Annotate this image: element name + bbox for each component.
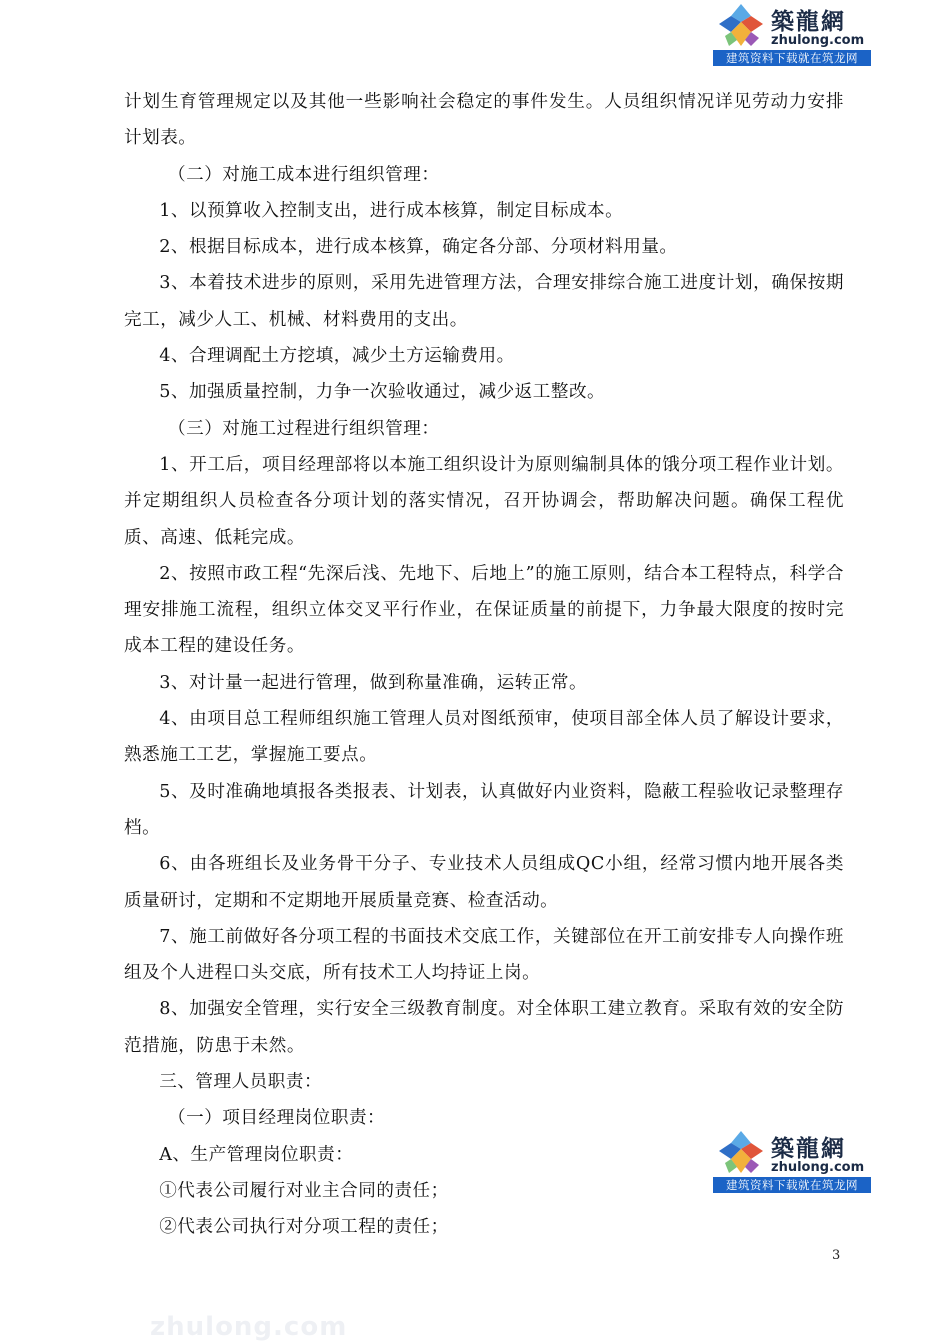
logo-banner: 建筑资料下载就在筑龙网	[713, 50, 871, 66]
paragraph: 2、按照市政工程“先深后浅、先地下、后地上”的施工原则，结合本工程特点，科学合理安排施工流程，组织立体交叉平行作业，在保证质量的前提下，力争最大限度的按时完成本工程的建设任务。	[124, 563, 844, 657]
paragraph: 6、由各班组长及业务骨干分子、专业技术人员组成QC小组，经常习惯内地开展各类质量研讨，定期和不定期地开展质量竞赛、检查活动。	[124, 854, 844, 911]
section-heading: （三）对施工过程进行组织管理：	[168, 418, 440, 439]
list-item: ①代表公司履行对业主合同的责任；	[159, 1180, 449, 1201]
logo-chinese-name: 築龍網	[771, 1135, 846, 1162]
subsection-heading: A、生产管理岗位职责：	[159, 1144, 354, 1165]
page-number: 3	[832, 1248, 841, 1263]
logo-box	[713, 0, 871, 66]
paragraph: 8、加强安全管理，实行安全三级教育制度。对全体职工建立教育。采取有效的安全防范措施，防患于未然。	[124, 999, 844, 1056]
paragraph: 1、开工后，项目经理部将以本施工组织设计为原则编制具体的饿分项工程作业计划。并定期组织人员检查各分项计划的落实情况，召开协调会，帮助解决问题。确保工程优质、高速、低耗完成。	[124, 454, 844, 548]
paragraph: 1、以预算收入控制支出，进行成本核算，制定目标成本。	[159, 200, 624, 221]
section-heading: （一）项目经理岗位职责：	[168, 1108, 386, 1129]
paragraph: 4、合理调配土方挖填，减少土方运输费用。	[159, 346, 515, 367]
logo-domain: zhulong.com	[771, 33, 865, 48]
chapter-heading: 三、管理人员职责：	[159, 1072, 323, 1093]
watermark: zhulong.com	[150, 1312, 348, 1342]
paragraph: 3、对计量一起进行管理，做到称量准确，运转正常。	[159, 672, 588, 693]
section-heading: （二）对施工成本进行组织管理：	[168, 164, 440, 185]
logo-domain: zhulong.com	[771, 1160, 865, 1175]
list-item: ②代表公司执行对分项工程的责任；	[159, 1217, 449, 1238]
paragraph: 4、由项目总工程师组织施工管理人员对图纸预审，使项目部全体人员了解设计要求，熟悉施工工艺，掌握施工要点。	[124, 709, 844, 766]
paragraph: 3、本着技术进步的原则，采用先进管理方法，合理安排综合施工进度计划，确保按期完工，减少人工、机械、材料费用的支出。	[124, 273, 844, 330]
logo-banner: 建筑资料下载就在筑龙网	[713, 1177, 871, 1193]
paragraph: 5、加强质量控制，力争一次验收通过，减少返工整改。	[159, 382, 606, 403]
document-body	[124, 84, 844, 1246]
paragraph: 5、及时准确地填报各类报表、计划表，认真做好内业资料，隐蔽工程验收记录整理存档。	[124, 781, 844, 838]
zhulong-logo-top	[713, 0, 871, 66]
paragraph: 计划生育管理规定以及其他一些影响社会稳定的事件发生。人员组织情况详见劳动力安排计划表。	[124, 92, 844, 149]
paragraph: 7、施工前做好各分项工程的书面技术交底工作，关键部位在开工前安排专人向操作班组及个人进程口头交底，所有技术工人均持证上岗。	[124, 926, 844, 984]
logo-diamond-icon	[715, 2, 767, 50]
paragraph: 2、根据目标成本，进行成本核算，确定各分部、分项材料用量。	[159, 237, 678, 258]
logo-chinese-name: 築龍網	[771, 8, 846, 35]
